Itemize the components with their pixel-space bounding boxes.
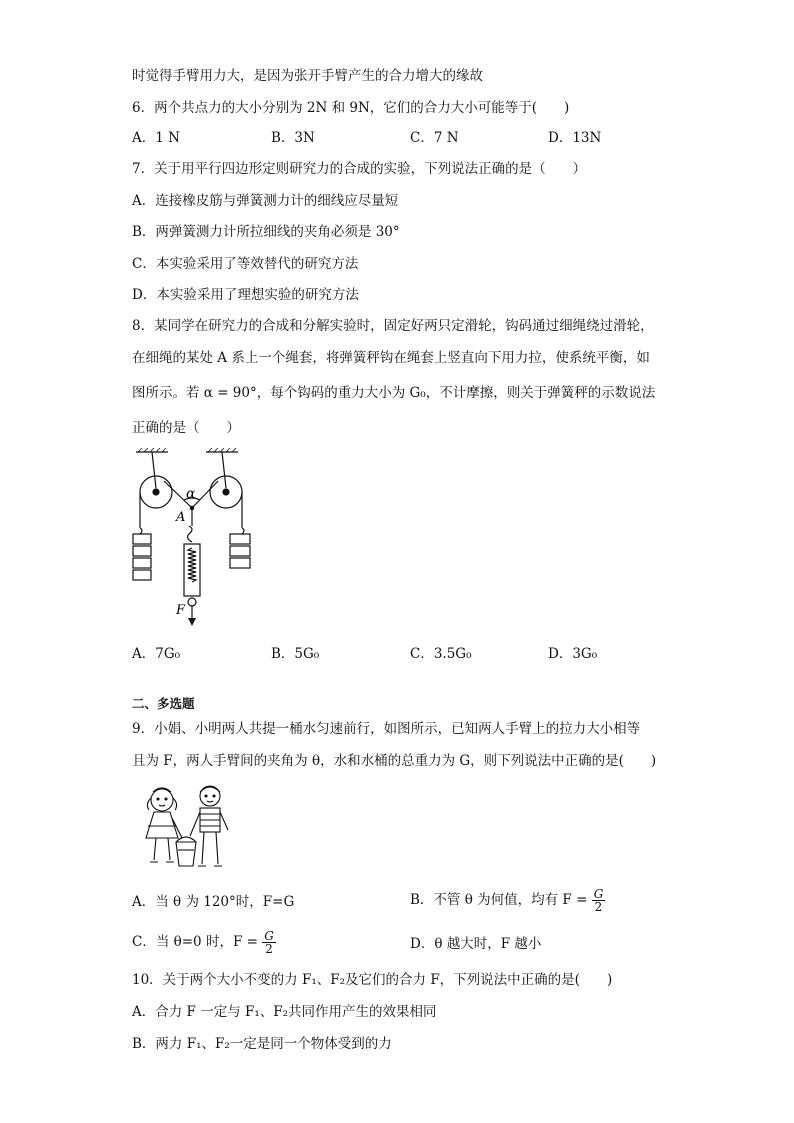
- q8-option-a: A．7G₀: [132, 646, 181, 662]
- q6-option-b: B．3N: [271, 130, 315, 146]
- q10-option-a: A．合力 F 一定与 F₁、F₂共同作用产生的效果相同: [132, 1004, 437, 1020]
- question-9-stem-line1: 9．小娟、小明两人共提一桶水匀速前行，如图所示，已知两人手臂上的拉力大小相等: [132, 721, 641, 737]
- q10-option-b: B．两力 F₁、F₂一定是同一个物体受到的力: [132, 1036, 392, 1052]
- question-8-stem-line2: 在细绳的某处 A 系上一个绳套，将弹簧秤钩在绳套上竖直向下用力拉，使系统平衡，如: [132, 350, 650, 366]
- q9-option-d: D．θ 越大时，F 越小: [410, 936, 542, 952]
- q9-option-c-text: C．当 θ=0 时，F =: [132, 934, 258, 950]
- q7-option-a: A．连接橡皮筋与弹簧测力计的细线应尽量短: [132, 193, 399, 209]
- fraction-g-over-2: $\frac{G}{2}$: [593, 887, 604, 914]
- section-heading-multiple-choice: 二、多选题: [132, 696, 195, 711]
- q8-option-c: C．3.5G₀: [410, 646, 472, 662]
- fraction-g-over-2: $\frac{G}{2}$: [264, 929, 274, 956]
- q7-option-d: D．本实验采用了理想实验的研究方法: [132, 287, 359, 303]
- q6-option-d: D．13N: [548, 130, 602, 146]
- question-6-stem: 6．两个共点力的大小分别为 2N 和 9N，它们的合力大小可能等于( ): [132, 100, 570, 116]
- question-9-stem-line2: 且为 F，两人手臂间的夹角为 θ，水和水桶的总重力为 G，则下列说法中正确的是( ): [132, 753, 657, 769]
- question-8-stem-line3: 图所示。若 α = 90°，每个钩码的重力大小为 G₀，不计摩擦，则关于弹簧秤的示数说法: [132, 385, 656, 401]
- question-8-stem-line4: 正确的是（ ）: [132, 420, 240, 436]
- text-line-continuation: 时觉得手臂用力大，是因为张开手臂产生的合力增大的缘故: [132, 68, 483, 84]
- q6-option-a: A．1 N: [132, 130, 180, 146]
- q8-option-b: B．5G₀: [271, 646, 320, 662]
- force-f-label: F: [176, 603, 186, 618]
- q7-option-c: C．本实验采用了等效替代的研究方法: [132, 256, 359, 272]
- q9-option-a: A．当 θ 为 120°时，F=G: [132, 894, 295, 910]
- point-a-label: A: [176, 510, 186, 525]
- alpha-label: α: [186, 486, 196, 502]
- pulley-figure: [126, 448, 256, 628]
- children-bucket-figure: [132, 782, 242, 878]
- q6-option-c: C．7 N: [410, 130, 459, 146]
- q9-option-c: [132, 930, 276, 955]
- q9-option-b-text: B．不管 θ 为何值，均有 F =: [410, 892, 588, 908]
- q8-option-d: D．3G₀: [548, 646, 598, 662]
- question-8-stem-line1: 8．某同学在研究力的合成和分解实验时，固定好两只定滑轮，钩码通过细绳绕过滑轮，: [132, 318, 654, 334]
- question-7-stem: 7．关于用平行四边形定则研究力的合成的实验，下列说法正确的是（ ）: [132, 161, 587, 177]
- question-10-stem: 10．关于两个大小不变的力 F₁、F₂及它们的合力 F，下列说法中正确的是( ): [132, 972, 613, 988]
- q7-option-b: B．两弹簧测力计所拉细线的夹角必须是 30°: [132, 224, 400, 240]
- q9-option-b: [410, 888, 605, 913]
